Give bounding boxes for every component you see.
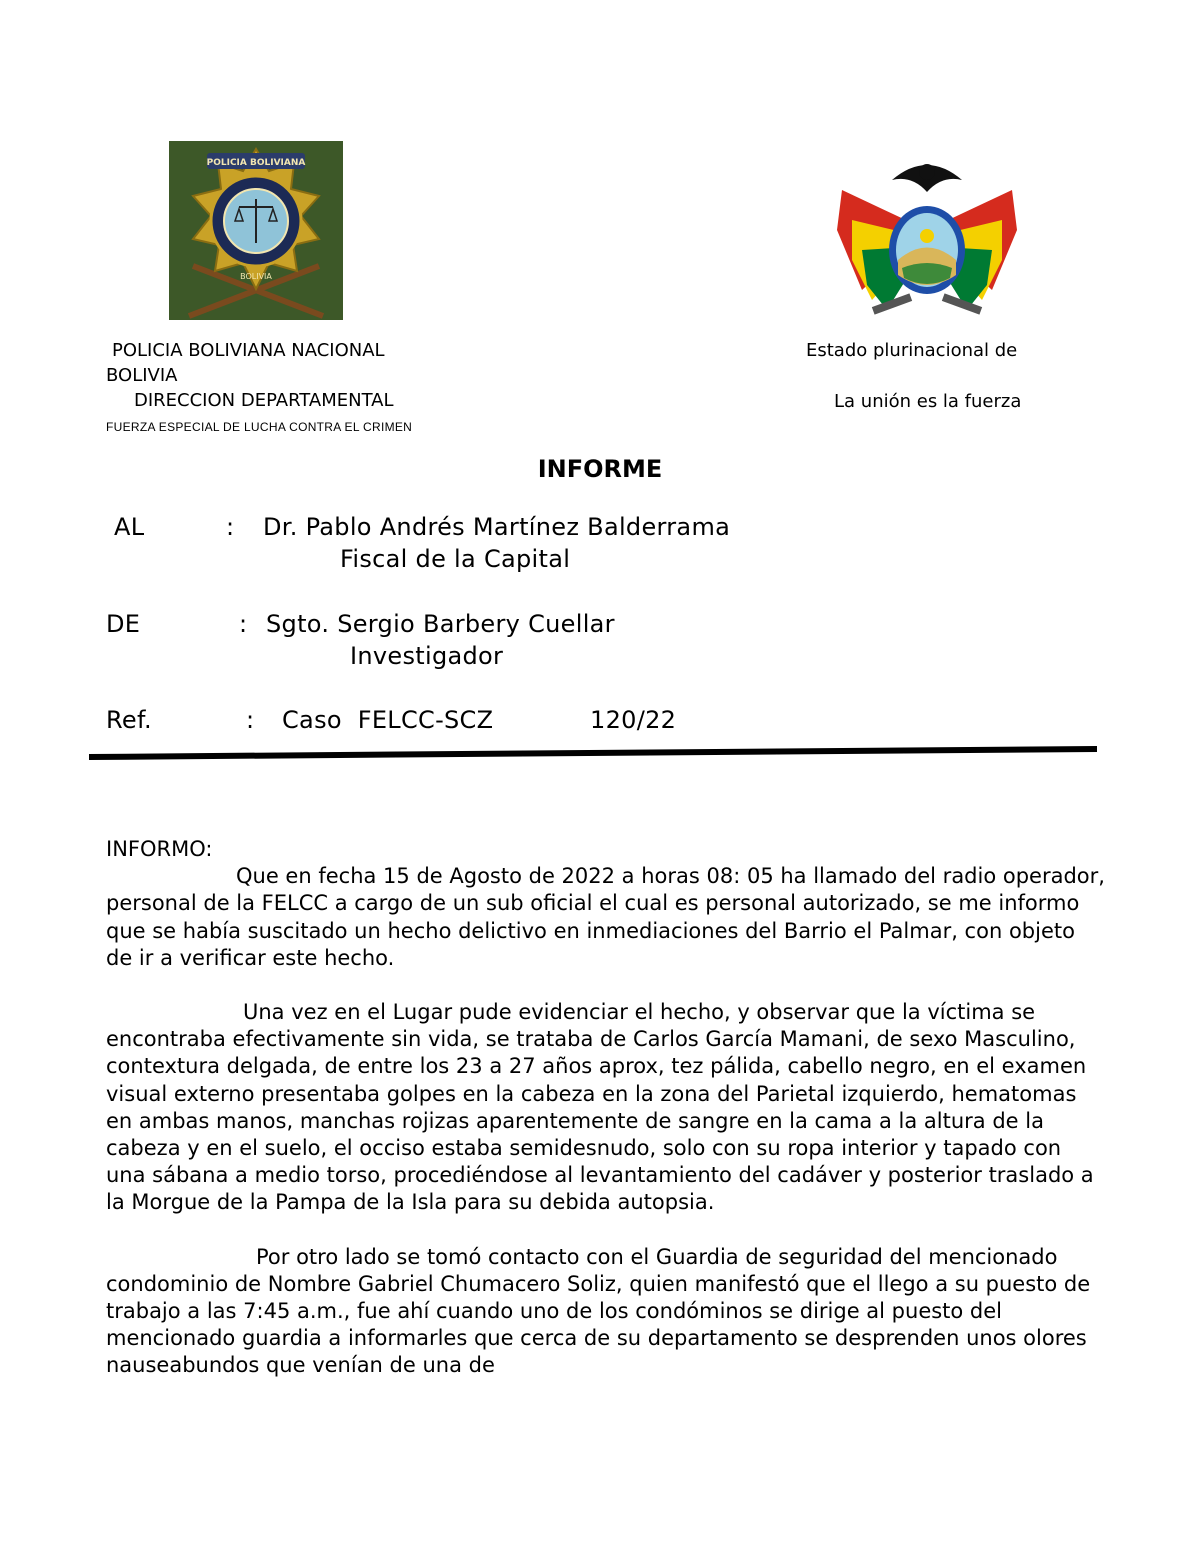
header-state: Estado plurinacional de [806, 340, 1018, 361]
al-recipient-role: Fiscal de la Capital [340, 545, 571, 573]
de-separator: : [239, 610, 248, 638]
header-motto: La unión es la fuerza [834, 391, 1022, 412]
header-country: BOLIVIA [106, 365, 178, 386]
al-separator: : [226, 513, 235, 541]
ref-separator: : [246, 706, 255, 734]
body-paragraph-3: Por otro lado se tomó contacto con el Guardia de seguridad del mencionado condominio de Nombre Gabriel Chumacero Soliz, quien manifestó que el llego a su puesto de trabajo a las 7:45 a.m., fue ahí cuando uno de los condóminos se dirige al puesto del mencionado guardia a informarles que cerca de su departamento se desprenden unos olores nauseabundos que venían de una de [106, 1244, 1091, 1378]
ref-case: Caso FELCC-SCZ [282, 706, 494, 734]
report-body [106, 836, 1106, 1380]
coat-of-arms-icon [832, 150, 1022, 326]
de-sender: Sgto. Sergio Barbery Cuellar [266, 610, 615, 638]
header-directorate: DIRECCION DEPARTAMENTAL [134, 390, 394, 411]
de-label: DE [106, 610, 141, 638]
header-unit: FUERZA ESPECIAL DE LUCHA CONTRA EL CRIMEN [106, 420, 413, 434]
al-label: AL [114, 513, 145, 541]
header-divider [89, 746, 1097, 760]
body-heading: INFORMO: [106, 837, 213, 861]
ref-label: Ref. [106, 706, 152, 734]
de-sender-role: Investigador [350, 642, 504, 670]
svg-text:BOLIVIA: BOLIVIA [240, 272, 272, 281]
body-paragraph-2: Una vez en el Lugar pude evidenciar el hecho, y observar que la víctima se encontraba efectivamente sin vida, se trataba de Carlos García Mamani, de sexo Masculino, contextura delgada, de entre los 23 a 27 años aprox, tez pálida, cabello negro, en el examen visual externo presentaba golpes en la cabeza en la zona del Parietal izquierdo, hematomas en ambas manos, manchas rojizas aparentemente de sangre en la cama a la altura de la cabeza y en el suelo, el occiso estaba semidesnudo, solo con su ropa interior y tapado con una sábana a medio torso, procediéndose al levantamiento del cadáver y posterior traslado a la Morgue de la Pampa de la Isla para su debida autopsia. [106, 1000, 1094, 1215]
ref-number: 120/22 [590, 706, 677, 734]
svg-text:POLICIA BOLIVIANA: POLICIA BOLIVIANA [206, 158, 306, 168]
document-title: INFORME [537, 455, 663, 483]
felcc-badge-logo [169, 141, 343, 320]
header-institution: POLICIA BOLIVIANA NACIONAL [112, 340, 385, 361]
body-paragraph-1: Que en fecha 15 de Agosto de 2022 a horas 08: 05 ha llamado del radio operador, personal de la FELCC a cargo de un sub oficial el cual es personal autorizado, se me informo que se había suscitado un hecho delictivo en inmediaciones del Barrio el Palmar, con objeto de ir a verificar este hecho. [106, 864, 1105, 970]
bolivia-coat-of-arms [832, 150, 1022, 326]
police-badge-icon [169, 141, 343, 320]
al-recipient: Dr. Pablo Andrés Martínez Balderrama [263, 513, 731, 541]
